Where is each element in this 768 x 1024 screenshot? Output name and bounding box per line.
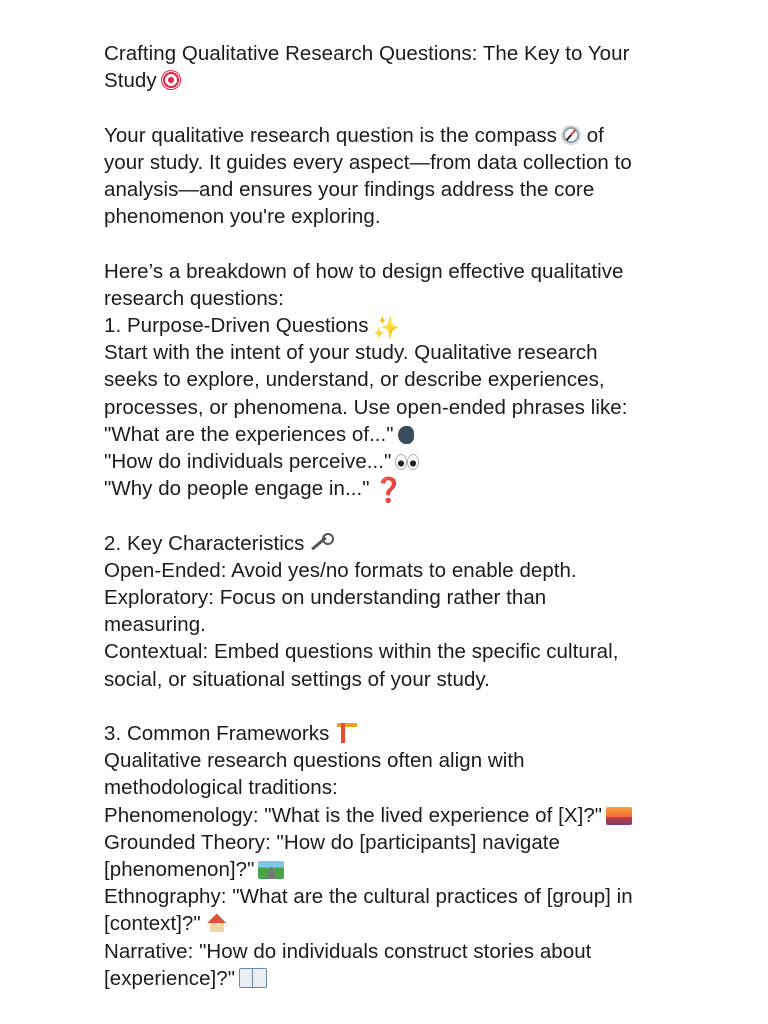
line-text: [context]?" [104, 912, 201, 936]
line-text: 2. Key Characteristics [104, 531, 305, 555]
text-line [104, 366, 744, 393]
line-text: phenomenon you're exploring. [104, 205, 381, 229]
text-line [104, 394, 744, 421]
eyes-icon [395, 451, 419, 471]
road-icon [258, 861, 284, 879]
line-text: social, or situational settings of your study. [104, 667, 490, 691]
text-line [104, 720, 744, 747]
text-line [104, 883, 744, 910]
text-line [104, 40, 744, 67]
line-text: [phenomenon]?" [104, 858, 255, 882]
text-line [104, 965, 744, 992]
construction-crane-icon [333, 723, 357, 743]
text-line [104, 829, 744, 856]
text-line [104, 802, 744, 829]
line-text: Crafting Qualitative Research Questions: The Key to Your [104, 42, 630, 65]
text-line [104, 938, 744, 965]
question-mark-icon: ❓ [373, 477, 404, 505]
sparkles-icon: ✨ [372, 315, 401, 340]
speaking-head-icon [398, 426, 414, 444]
text-line [104, 856, 744, 883]
line-text: Narrative: "How do individuals construct stories about [104, 939, 592, 963]
text-line [104, 149, 744, 176]
line-text: [experience]?" [104, 966, 236, 990]
line-text: "Why do people engage in..." [104, 477, 370, 501]
text-line [104, 203, 744, 230]
line-text: Start with the intent of your study. Qualitative research [104, 341, 598, 365]
key-icon [308, 533, 334, 553]
line-text: Qualitative research questions often align with [104, 749, 525, 773]
line-text-after-icon: of [580, 123, 604, 147]
text-line [104, 67, 744, 94]
text-line [104, 557, 744, 584]
text-line [104, 747, 744, 774]
blank-line [104, 94, 744, 121]
line-text: processes, or phenomena. Use open-ended phrases like: [104, 395, 628, 419]
line-text: measuring. [104, 613, 206, 637]
blank-line [104, 693, 744, 720]
houses-icon [205, 913, 229, 933]
text-line [104, 530, 744, 557]
compass-icon [561, 125, 581, 145]
line-text: "How do individuals perceive..." [104, 450, 392, 474]
line-text: "What are the experiences of..." [104, 422, 394, 446]
blank-line [104, 230, 744, 257]
text-line [104, 638, 744, 665]
text-line [104, 774, 744, 801]
text-line [104, 448, 744, 475]
line-text: Phenomenology: "What is the lived experience of [X]?" [104, 803, 603, 827]
line-text: Ethnography: "What are the cultural practices of [group] in [104, 885, 633, 909]
line-text: analysis—and ensures your findings address the core [104, 178, 595, 201]
line-text: Open-Ended: Avoid yes/no formats to enable depth. [104, 558, 577, 582]
line-text: Here’s a breakdown of how to design effective qualitative [104, 259, 624, 283]
line-text: 1. Purpose-Driven Questions [104, 314, 369, 337]
text-line [104, 910, 744, 937]
text-line [104, 176, 744, 203]
line-text: your study. It guides every aspect—from data collection to [104, 150, 632, 174]
line-text: Exploratory: Focus on understanding rather than [104, 586, 547, 610]
line-text: Contextual: Embed questions within the specific cultural, [104, 640, 619, 664]
text-line [104, 611, 744, 638]
line-text: Grounded Theory: "How do [participants] navigate [104, 830, 561, 854]
text-line [104, 421, 744, 448]
document-body [104, 40, 744, 992]
text-line [104, 475, 744, 505]
target-icon [161, 70, 181, 90]
blank-line [104, 502, 744, 529]
text-line [104, 666, 744, 693]
text-line [104, 285, 744, 312]
text-line [104, 584, 744, 611]
line-text: seeks to explore, understand, or describe experiences, [104, 368, 605, 392]
line-text: methodological traditions: [104, 776, 338, 800]
sunset-icon [606, 807, 632, 825]
line-text: research questions: [104, 286, 284, 310]
line-text: Your qualitative research question is the compass [104, 123, 557, 147]
open-book-icon [239, 968, 267, 988]
text-line [104, 312, 744, 339]
text-line [104, 258, 744, 285]
text-line [104, 122, 744, 149]
line-text: 3. Common Frameworks [104, 722, 330, 746]
text-line [104, 339, 744, 366]
line-text: Study [104, 69, 157, 93]
